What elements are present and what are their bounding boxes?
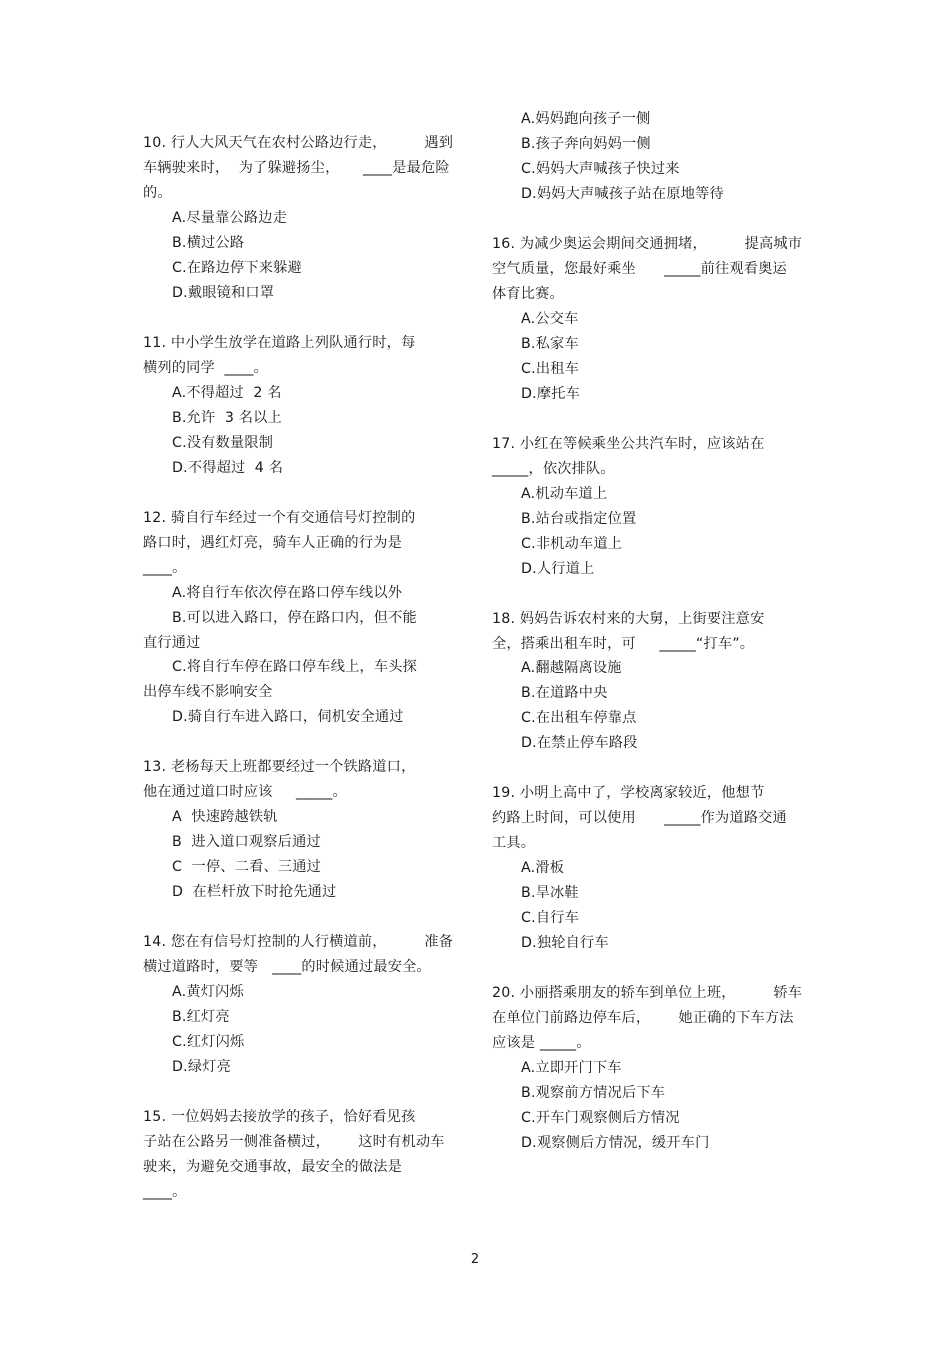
answer-option: D.独轮自行车 bbox=[521, 935, 609, 951]
answer-option: A.妈妈跑向孩子一侧 bbox=[521, 111, 651, 127]
answer-option: B.允许 3 名以上 bbox=[172, 410, 282, 426]
question-text-line: 体育比赛。 bbox=[492, 286, 564, 302]
answer-option: C.非机动车道上 bbox=[521, 536, 623, 552]
answer-option: B.在道路中央 bbox=[521, 685, 608, 701]
answer-option: C.红灯闪烁 bbox=[172, 1034, 245, 1050]
answer-option: A.将自行车依次停在路口停车线以外 bbox=[172, 585, 403, 601]
question-text-line: ____。 bbox=[143, 560, 187, 576]
question-text-line: 子站在公路另一侧准备横过， 这时有机动车 bbox=[143, 1134, 445, 1150]
question-text-line: 横列的同学 ____。 bbox=[143, 360, 268, 376]
answer-option: A.立即开门下车 bbox=[521, 1060, 622, 1076]
question-text-line: 12. 骑自行车经过一个有交通信号灯控制的 bbox=[143, 510, 416, 526]
answer-option: C.将自行车停在路口停车线上，车头探 bbox=[172, 659, 418, 675]
question-text-line: 18. 妈妈告诉农村来的大舅，上街要注意安 bbox=[492, 611, 765, 627]
question-text-line: 应该是 _____。 bbox=[492, 1035, 591, 1051]
answer-option: D.骑自行车进入路口，伺机安全通过 bbox=[172, 709, 404, 725]
question-text-line: 车辆驶来时， 为了躲避扬尘， ____是最危险 bbox=[143, 160, 450, 176]
question-text-line: 16. 为减少奥运会期间交通拥堵， 提高城市 bbox=[492, 236, 803, 252]
answer-option: C.没有数量限制 bbox=[172, 435, 274, 451]
answer-option: D.摩托车 bbox=[521, 386, 580, 402]
answer-option: B 进入道口观察后通过 bbox=[172, 834, 321, 850]
answer-option: B.可以进入路口，停在路口内，但不能 bbox=[172, 610, 417, 626]
answer-option: A 快速跨越铁轨 bbox=[172, 809, 278, 825]
answer-option: A.机动车道上 bbox=[521, 486, 608, 502]
question-text-line: 约路上时间，可以使用 _____作为道路交通 bbox=[492, 810, 787, 826]
answer-option: A.公交车 bbox=[521, 311, 579, 327]
answer-option: D.观察侧后方情况，缓开车门 bbox=[521, 1135, 710, 1151]
answer-option: B.站台或指定位置 bbox=[521, 511, 637, 527]
answer-option: A.黄灯闪烁 bbox=[172, 984, 244, 1000]
answer-option: A.滑板 bbox=[521, 860, 565, 876]
answer-option: D.妈妈大声喊孩子站在原地等待 bbox=[521, 186, 724, 202]
answer-option: D.人行道上 bbox=[521, 561, 595, 577]
question-text-line: 他在通过道口时应该 _____。 bbox=[143, 784, 347, 800]
answer-option: D.绿灯亮 bbox=[172, 1059, 231, 1075]
question-text-line: 空气质量，您最好乘坐 _____前往观看奥运 bbox=[492, 261, 787, 277]
answer-option: C.在路边停下来躲避 bbox=[172, 260, 302, 276]
question-text-line: 17. 小红在等候乘坐公共汽车时，应该站在 bbox=[492, 436, 765, 452]
answer-option: C.出租车 bbox=[521, 361, 579, 377]
question-text-line: 工具。 bbox=[492, 835, 536, 851]
answer-option: D 在栏杆放下时抢先通过 bbox=[172, 884, 337, 900]
question-text-line: ____。 bbox=[143, 1184, 187, 1200]
question-text-line: 出停车线不影响安全 bbox=[143, 684, 273, 700]
question-text-line: 10. 行人大风天气在农村公路边行走， 遇到 bbox=[143, 135, 454, 151]
answer-option: A.不得超过 2 名 bbox=[172, 385, 282, 401]
question-text-line: 20. 小丽搭乘朋友的轿车到单位上班， 轿车 bbox=[492, 985, 803, 1001]
answer-option: C.在出租车停靠点 bbox=[521, 710, 637, 726]
answer-option: B.横过公路 bbox=[172, 235, 245, 251]
question-text-line: 14. 您在有信号灯控制的人行横道前， 准备 bbox=[143, 934, 454, 950]
answer-option: C.开车门观察侧后方情况 bbox=[521, 1110, 680, 1126]
answer-option: B.孩子奔向妈妈一侧 bbox=[521, 136, 651, 152]
question-text-line: 直行通过 bbox=[143, 635, 201, 651]
question-text-line: 11. 中小学生放学在道路上列队通行时，每 bbox=[143, 335, 416, 351]
answer-option: B.旱冰鞋 bbox=[521, 885, 579, 901]
answer-option: A.尽量靠公路边走 bbox=[172, 210, 288, 226]
answer-option: C 一停、二看、三通过 bbox=[172, 859, 322, 875]
question-text-line: 的。 bbox=[143, 185, 172, 201]
answer-option: B.私家车 bbox=[521, 336, 579, 352]
answer-option: D.在禁止停车路段 bbox=[521, 735, 638, 751]
answer-option: D.戴眼镜和口罩 bbox=[172, 285, 275, 301]
question-text-line: 15. 一位妈妈去接放学的孩子，恰好看见孩 bbox=[143, 1109, 416, 1125]
question-text-line: 驶来，为避免交通事故，最安全的做法是 bbox=[143, 1159, 402, 1175]
question-text-line: 路口时，遇红灯亮，骑车人正确的行为是 bbox=[143, 535, 402, 551]
question-text-line: 13. 老杨每天上班都要经过一个铁路道口， bbox=[143, 759, 416, 775]
answer-option: C.自行车 bbox=[521, 910, 579, 926]
question-text-line: 横过道路时，要等 ____的时候通过最安全。 bbox=[143, 959, 431, 975]
answer-option: D.不得超过 4 名 bbox=[172, 460, 284, 476]
question-text-line: 全，搭乘出租车时，可 _____“打车”。 bbox=[492, 636, 755, 652]
answer-option: A.翻越隔离设施 bbox=[521, 660, 622, 676]
question-text-line: _____，依次排队。 bbox=[492, 461, 615, 477]
answer-option: C.妈妈大声喊孩子快过来 bbox=[521, 161, 680, 177]
question-text-line: 在单位门前路边停车后， 她正确的下车方法 bbox=[492, 1010, 794, 1026]
answer-option: B.观察前方情况后下车 bbox=[521, 1085, 666, 1101]
question-text-line: 19. 小明上高中了，学校离家较近，他想节 bbox=[492, 785, 765, 801]
answer-option: B.红灯亮 bbox=[172, 1009, 230, 1025]
page-number: 2 bbox=[470, 1252, 480, 1267]
